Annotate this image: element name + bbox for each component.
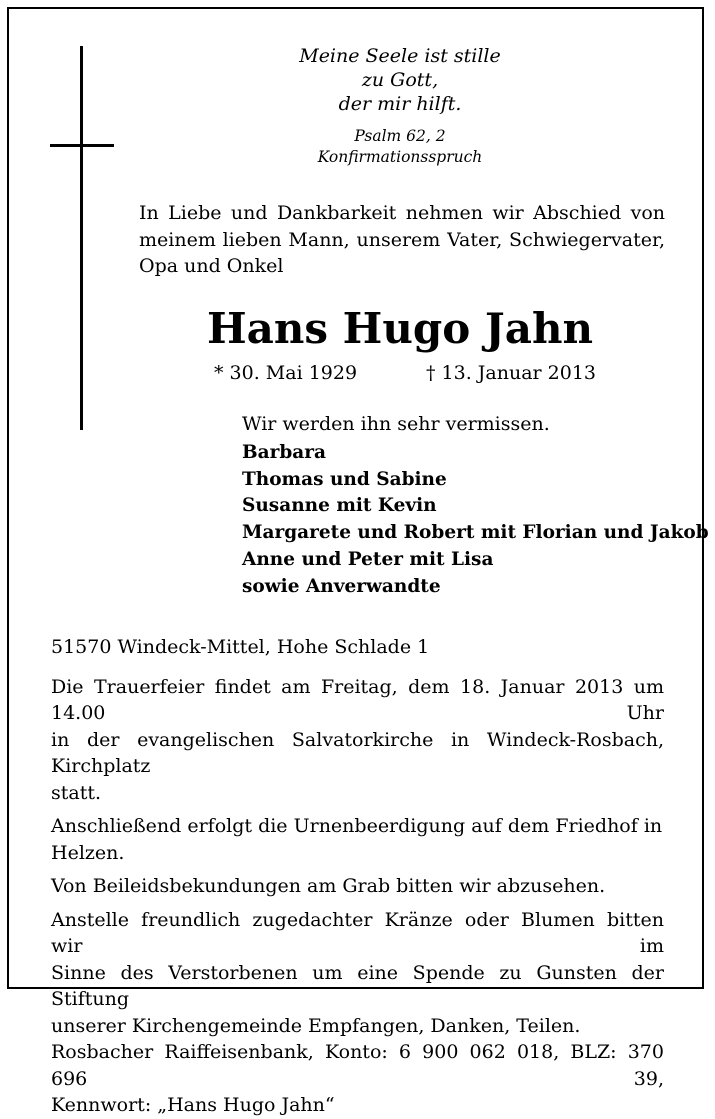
donation-keyword: Kennwort: „Hans Hugo Jahn“ <box>51 1094 335 1116</box>
condolence-note: Von Beileidsbekundungen am Grab bitten wir abzusehen. <box>51 875 606 897</box>
intro-line: In Liebe und Dankbarkeit nehmen wir Abschied von <box>139 202 665 224</box>
verse-line: Meine Seele ist stille <box>299 45 501 67</box>
cross-icon-bar <box>50 144 114 147</box>
service-info <box>51 674 664 807</box>
bible-verse <box>240 44 560 168</box>
service-line: Die Trauerfeier findet am Freitag, dem 18. Januar 2013 um 14.00 Uhr <box>51 675 664 724</box>
donation-line: unserer Kirchengemeinde Empfangen, Danken, Teilen. <box>51 1014 581 1037</box>
family-member: sowie Anverwandte <box>242 575 441 597</box>
death-date: † 13. Januar 2013 <box>426 362 597 384</box>
family-member: Barbara <box>242 442 327 463</box>
donation-line: Sinne des Verstorbenen um eine Spende zu Gunsten der Stiftung <box>51 961 664 1010</box>
cross-icon <box>80 46 83 430</box>
deceased-name: Hans Hugo Jahn <box>206 304 594 353</box>
intro-line: meinem lieben Mann, unserem Vater, Schwiegervater, <box>139 228 665 251</box>
service-line: in der evangelischen Salvatorkirche in Windeck-Rosbach, Kirchplatz <box>51 728 664 777</box>
bank-details: Rosbacher Raiffeisenbank, Konto: 6 900 062 018, BLZ: 370 696 39, <box>51 1041 664 1090</box>
birth-date: * 30. Mai 1929 <box>214 362 358 384</box>
family-member: Margarete und Robert mit Florian und Jakob <box>242 522 709 544</box>
donation-info <box>51 907 664 1119</box>
family-member: Anne und Peter mit Lisa <box>242 548 494 570</box>
family-member: Susanne mit Kevin <box>242 495 437 517</box>
details-section <box>51 634 664 1119</box>
service-line: statt. <box>51 781 102 804</box>
intro-text <box>139 200 665 280</box>
verse-line: zu Gott, <box>361 69 439 91</box>
family-member: Thomas und Sabine <box>242 468 447 490</box>
family-list <box>242 440 709 600</box>
verse-note: Konfirmationsspruch <box>317 148 483 166</box>
burial-info: Anschließend erfolgt die Urnenbeerdigung auf dem Friedhof in Helzen. <box>51 815 663 864</box>
verse-line: der mir hilft. <box>338 93 462 115</box>
verse-reference: Psalm 62, 2 <box>354 127 446 145</box>
donation-line: Anstelle freundlich zugedachter Kränze oder Blumen bitten wir im <box>51 908 664 957</box>
intro-line: Opa und Onkel <box>139 255 284 277</box>
address: 51570 Windeck-Mittel, Hohe Schlade 1 <box>51 636 430 658</box>
missing-text: Wir werden ihn sehr vermissen. <box>242 413 550 435</box>
